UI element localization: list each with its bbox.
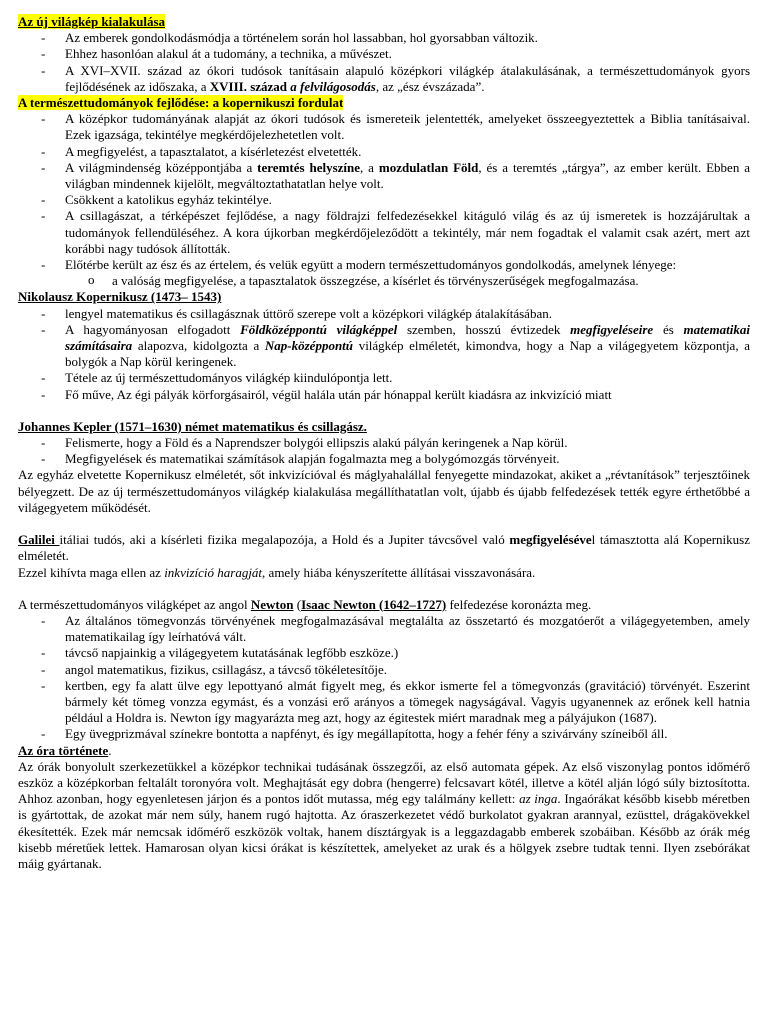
- list-item: - angol matematikus, fizikus, csillagász, a távcső tökéletesítője.: [18, 662, 750, 678]
- list-item: - Az emberek gondolkodásmódja a történelem során hol lassabban, hol gyorsabban változik.: [18, 30, 750, 46]
- list-item: - A XVI–XVII. század az ókori tudósok tanításain alapuló középkori világkép átalakulásának, a természettudományok gyors fejlődésének az időszaka, a XVIII. század a felvilágosodás, az „ész évszázada”.: [18, 63, 750, 95]
- paragraph-clock: Az órák bonyolult szerkezetükkel a középkor technikai tudásának összegzői, az első automata gépek. Az első viszonylag pontos időmérő eszköz a középkorban feltalált toronyóra volt. Meghajtását egy dobra (hengerre) felcsavart kötél, illetve a kötél alján lógó súly biztosította. Ahhoz azonban, hogy egyenletesen járjon és a pontos időt mutassa, még egy találmány kellett: az inga. Ingaórákat később kisebb méretben is gyártottak, de azokat már nem súly, hanem rugó hajtotta. Az óraszerkezetet védő burkolatot gyakran arannyal, ezüsttel, drágakövekkel ékesítették. Ezek már nemcsak időmérő eszközök voltak, hanem dísztárgyak is a leggazdagabb emberek szobáiban. Később az órák még kisebb méretűek lettek. Hamarosan olyan kicsi órákat is készítettek, amelyeket az urak és a hölgyek zsebre tudtak tenni. Ilyen zsebórákat máig gyártanak.: [18, 758, 751, 871]
- sub-list-item: o a valóság megfigyelése, a tapasztalatok összegzése, a kísérlet és törvényszerűségek megfogalmazása.: [18, 273, 750, 289]
- list-item: - Csökkent a katolikus egyház tekintélye.: [18, 192, 750, 208]
- section-title-copernicus: Nikolausz Kopernikusz (1473– 1543): [18, 289, 222, 305]
- list-item: - A megfigyelést, a tapasztalatot, a kísérletezést elvetették.: [18, 144, 750, 160]
- section-title-kepler: Johannes Kepler (1571–1630) német matematikus és csillagász.: [18, 418, 367, 434]
- list-item: - Előtérbe került az ész és az értelem, és velük együtt a modern természettudományos gondolkodás, amelynek lényege:: [18, 257, 750, 273]
- list-item: - Megfigyelések és matematikai számítások alapján fogalmazta meg a bolygómozgás törvényeit.: [18, 451, 750, 467]
- list-item: - A hagyományosan elfogadott Földközéppontú világképpel szemben, hosszú évtizedek megfigyeléseire és matematikai számításaira alapozva, kidolgozta a Nap-középpontú világkép elméletét, kimondva, hogy a Nap a világegyetem központja, a bolygók a Nap körül keringenek.: [18, 322, 750, 371]
- section-title-new-worldview: Az új világkép kialakulása: [18, 14, 166, 29]
- bullet-list: [18, 613, 750, 743]
- bullet-list: [18, 30, 750, 95]
- sub-bullet-list: [18, 273, 750, 289]
- list-item: - A világmindenség középpontjába a teremtés helyszíne, a mozdulatlan Föld, és a teremtés „tárgya”, az ember került. Ebben a világban mindennek kijelölt, megváltoztathatatlan helye volt.: [18, 160, 750, 192]
- spacer: [18, 581, 750, 597]
- spacer: [18, 516, 750, 532]
- section-title-clock-history: Az óra története.: [18, 742, 112, 758]
- list-item: - A középkor tudományának alapját az ókori tudósok és ismereteik jelentették, amelyeket összeegyeztettek a Biblia tanításaival. Ezek igazsága, tekintélye megkérdőjelezhetetlen volt.: [18, 111, 750, 143]
- bullet-list: [18, 306, 750, 403]
- list-item: - kertben, egy fa alatt ülve egy lepottyanó almát figyelt meg, és ekkor ismerte fel a tömegvonzás (gravitáció) törvényét. Eszerint bármely két tömeg vonzza egymást, és a vonzási erő arányos a tömegek nagyságával. Vagyis ugyanennek az erőnek kell hatnia például a Holdra is. Newton így magyarázta meg azt, hogy az égitestek miért maradnak meg a pályájukon (1687).: [18, 678, 750, 727]
- list-item: - lengyel matematikus és csillagásznak úttörő szerepe volt a középkori világkép átalakításában.: [18, 306, 750, 322]
- bullet-list: [18, 435, 750, 467]
- list-item: - Egy üvegprizmával színekre bontotta a napfényt, és így megállapította, hogy a fehér fény a szivárvány színeiből áll.: [18, 726, 750, 742]
- paragraph-church: Az egyház elvetette Kopernikusz elméletét, sőt inkvizícióval és máglyahalállal fenyegette mindazokat, akiket a „révtanítások” terjesztőinek bélyegzett. De az új természettudományos világkép kialakulása megállíthatatlan volt, újabb és újabb felfedezések tették egyre érthetőbbé a világegyetem működését.: [18, 467, 750, 515]
- list-item: - Fő műve, Az égi pályák körforgásairól, végül halála után pár hónappal került kiadásra az inkvizíció miatt: [18, 387, 750, 403]
- paragraph-galilei: Galilei itáliai tudós, aki a kísérleti fizika megalapozója, a Hold és a Jupiter távcsővel való megfigyelésével támasztotta alá Kopernikusz elméletét.: [18, 532, 750, 564]
- list-item: - Ehhez hasonlóan alakul át a tudomány, a technika, a művészet.: [18, 46, 750, 62]
- section-title-copernican-turn: A természettudományok fejlődése: a kopernikuszi fordulat: [18, 95, 344, 111]
- list-item: - Tétele az új természettudományos világkép kiindulópontja lett.: [18, 370, 750, 386]
- list-item: - Az általános tömegvonzás törvényének megfogalmazásával megtalálta az összetartó és mozgatóerőt a világegyetemben, amely matematikailag így leírhatóvá vált.: [18, 613, 750, 645]
- list-item: - A csillagászat, a térképészet fejlődése, a nagy földrajzi felfedezésekkel kitáguló világ és az új ismeretek is hozzájárultak a tudományok fellendüléséhez. A kora újkorban megkérdőjeleződött a tekintély, már nem fogadtak el valamit csak azért, mert azt korábbi nagy tudósok állították.: [18, 208, 750, 257]
- spacer: [18, 403, 750, 419]
- list-item: - Felismerte, hogy a Föld és a Naprendszer bolygói ellipszis alakú pályán keringenek a Nap körül.: [18, 435, 750, 451]
- paragraph-newton-intro: A természettudományos világképet az angol Newton (Isaac Newton (1642–1727) felfedezése koronázta meg.: [18, 596, 592, 612]
- bullet-list: [18, 111, 750, 273]
- paragraph-inquisition: Ezzel kihívta maga ellen az inkvizíció haragját, amely hiába kényszerítette állításai visszavonására.: [18, 564, 536, 580]
- list-item: - távcső napjainkig a világegyetem kutatásának legfőbb eszköze.): [18, 645, 750, 661]
